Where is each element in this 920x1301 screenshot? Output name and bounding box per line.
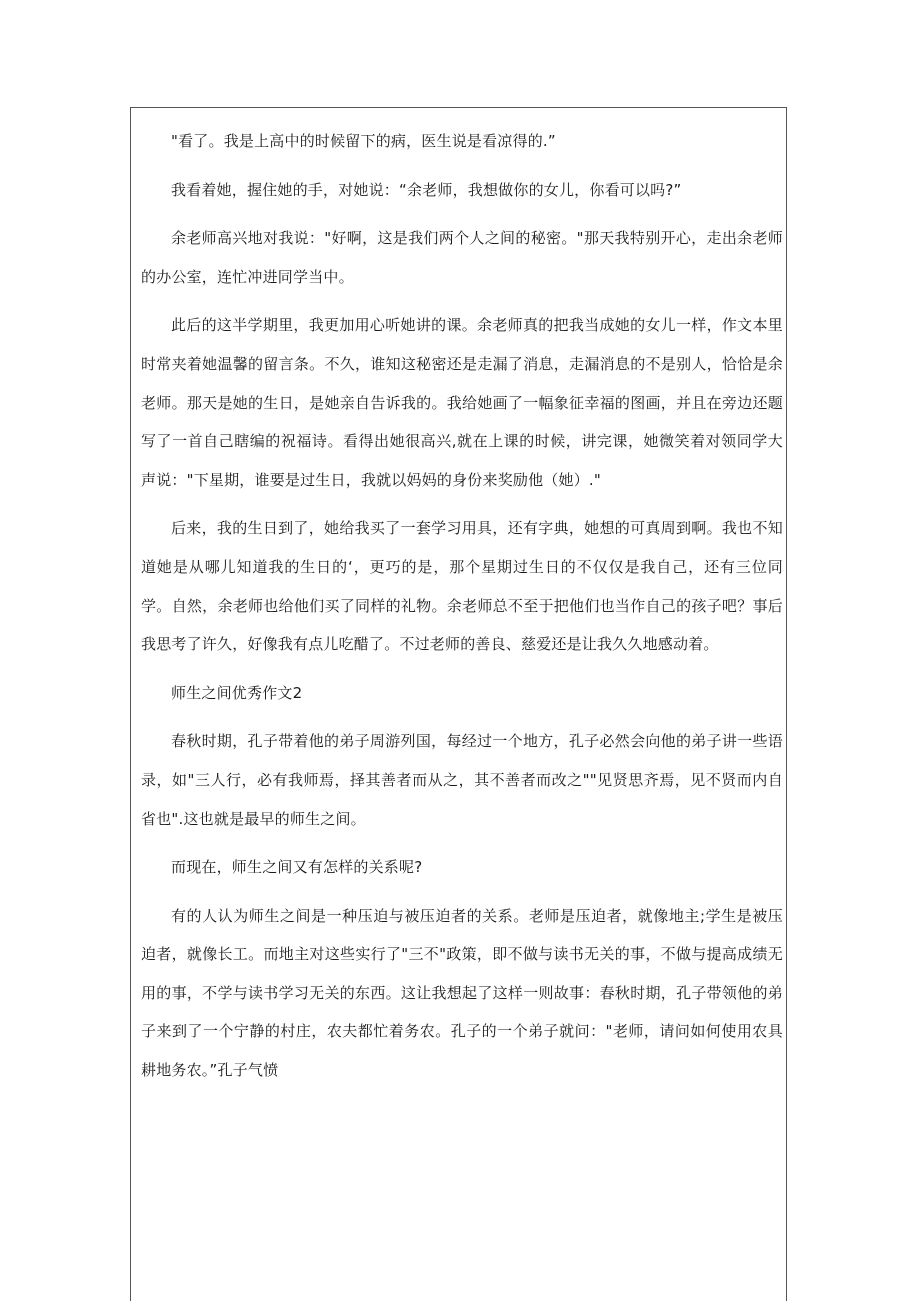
paragraph-6: 春秋时期，孔子带着他的弟子周游列国，每经过一个地方，孔子必然会向他的弟子讲一些语录，如"三人行，必有我师焉，择其善者而从之，其不善者而改之""见贤思齐焉，见不贤而内自省也".这也就是最早的师生之间。 (141, 732, 783, 828)
paragraph-3: 余老师高兴地对我说："好啊，这是我们两个人之间的秘密。"那天我特别开心，走出余老师的办公室，连忙冲进同学当中。 (141, 229, 783, 286)
paragraph-5: 后来，我的生日到了，她给我买了一套学习用具，还有字典，她想的可真周到啊。我也不知道她是从哪儿知道我的生日的‘，更巧的是，那个星期过生日的不仅仅是我自己，还有三位同学。自然，余老师也给他们买了同样的礼物。余老师总不至于把他们也当作自己的孩子吧？事后我思考了许久，好像我有点儿吃醋了。不过老师的善良、慈爱还是让我久久地感动着。 (141, 519, 783, 654)
paragraph-7: 而现在，师生之间又有怎样的关系呢? (171, 858, 423, 877)
paragraph-4: 此后的这半学期里，我更加用心听她讲的课。余老师真的把我当成她的女儿一样，作文本里时常夹着她温馨的留言条。不久，谁知这秘密还是走漏了消息，走漏消息的不是别人，恰恰是余老师。那天是她的生日，是她亲自告诉我的。我给她画了一幅象征幸福的图画，并且在旁边还题写了一首自己瞎编的祝福诗。看得出她很高兴,就在上课的时候，讲完课，她微笑着对领同学大声说："下星期，谁要是过生日，我就以妈妈的身份来奖励他（她）." (141, 316, 783, 489)
document-body (141, 122, 783, 1090)
paragraph-1: "看了。我是上高中的时候留下的病，医生说是看凉得的.” (171, 132, 556, 150)
paragraph-2: 我看着她，握住她的手，对她说：“余老师，我想做你的女儿，你看可以吗?” (171, 180, 682, 199)
section-heading: 师生之间优秀作文2 (171, 683, 303, 702)
paragraph-8: 有的人认为师生之间是一种压迫与被压迫者的关系。老师是压迫者，就像地主;学生是被压迫者，就像长工。而地主对这些实行了"三不"政策，即不做与读书无关的事，不做与提高成绩无用的事，不学与读书学习无关的东西。这让我想起了这样一则故事：春秋时期，孔子带领他的弟子来到了一个宁静的村庄，农夫都忙着务农。孔子的一个弟子就问："老师，请问如何使用农具耕地务农。”孔子气愤 (141, 906, 783, 1080)
